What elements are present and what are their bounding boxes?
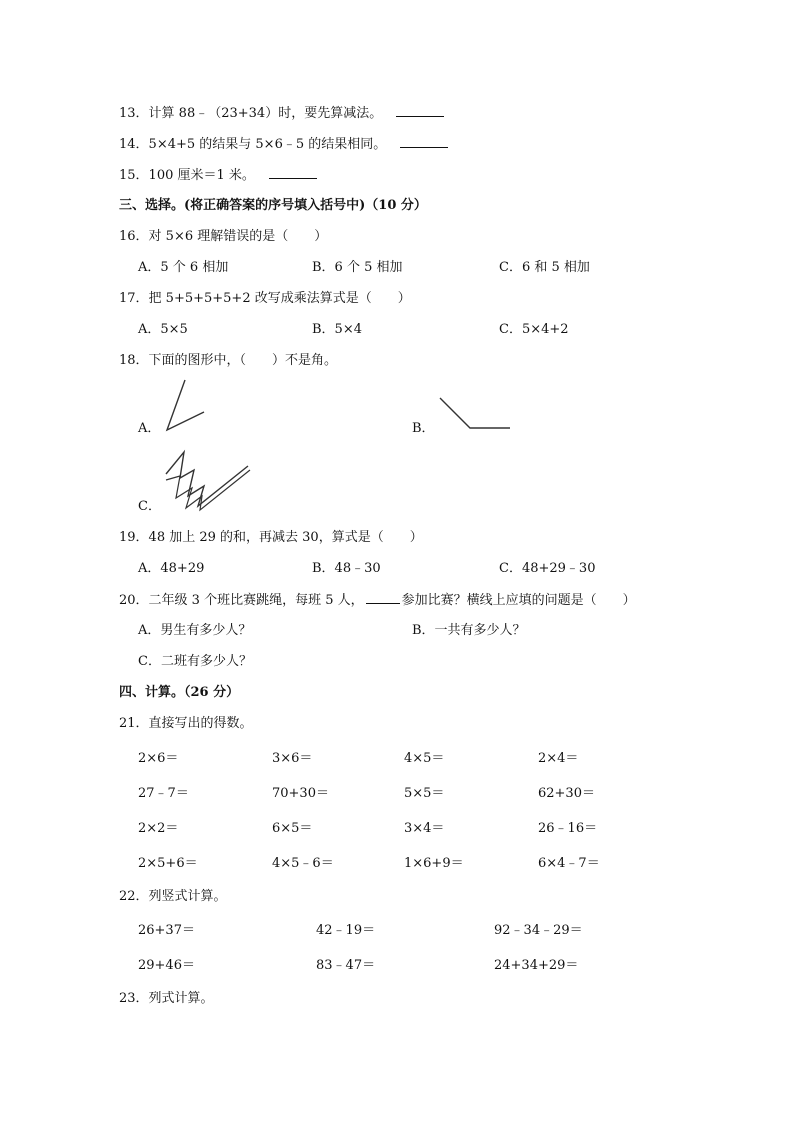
option-c: C．5×4+2 — [499, 322, 569, 337]
calc-item: 4×5﹣6＝ — [272, 856, 334, 871]
option-a: A．48+29 — [138, 561, 205, 576]
option-c: C． — [138, 499, 161, 514]
answer-blank[interactable] — [396, 104, 444, 117]
calc-item: 2×6＝ — [138, 751, 179, 766]
calc-item: 27﹣7＝ — [138, 786, 189, 801]
calc-item: 3×6＝ — [272, 751, 313, 766]
question-text: 20．二年级 3 个班比赛跳绳，每班 5 人， — [119, 593, 364, 608]
question-stem: 23．列式计算。 — [119, 991, 214, 1006]
calc-item: 2×4＝ — [538, 751, 579, 766]
calc-item: 4×5＝ — [404, 751, 445, 766]
figure-a-angle — [160, 378, 210, 436]
question-stem: 22．列竖式计算。 — [119, 889, 227, 904]
option-a: A．5×5 — [138, 322, 188, 337]
calc-item: 5×5＝ — [404, 786, 445, 801]
option-b: B．6 个 5 相加 — [312, 260, 403, 275]
calc-item: 3×4＝ — [404, 821, 445, 836]
calc-item: 42﹣19＝ — [316, 923, 376, 938]
option-b: B．5×4 — [312, 322, 362, 337]
calc-item: 26+37＝ — [138, 923, 195, 938]
answer-blank[interactable] — [269, 166, 317, 179]
answer-blank[interactable] — [400, 135, 448, 148]
option-a: A． — [138, 421, 161, 436]
calc-item: 2×5+6＝ — [138, 856, 198, 871]
section-heading: 四、计算。（26 分） — [119, 685, 240, 700]
option-c: C．二班有多少人？ — [138, 654, 252, 669]
option-b: B．一共有多少人？ — [412, 623, 526, 638]
option-a: A．5 个 6 相加 — [138, 260, 229, 275]
question-stem: 19．48 加上 29 的和，再减去 30，算式是（ ） — [119, 530, 423, 545]
option-b: B． — [412, 421, 435, 436]
calc-item: 1×6+9＝ — [404, 856, 464, 871]
option-c: C．48+29﹣30 — [499, 561, 596, 576]
question-20 — [119, 591, 636, 610]
calc-item: 62+30＝ — [538, 786, 595, 801]
question-15 — [119, 166, 317, 185]
figure-b-angle — [436, 394, 516, 434]
question-text: 13．计算 88﹣（23+34）时，要先算减法。 — [119, 106, 383, 121]
calc-item: 6×4﹣7＝ — [538, 856, 600, 871]
option-c: C．6 和 5 相加 — [499, 260, 590, 275]
question-text: 15．100 厘米＝1 米。 — [119, 168, 255, 183]
calc-item: 26﹣16＝ — [538, 821, 598, 836]
calc-item: 70+30＝ — [272, 786, 329, 801]
figure-c-zigzag — [158, 448, 258, 514]
calc-item: 2×2＝ — [138, 821, 179, 836]
calc-item: 83﹣47＝ — [316, 958, 376, 973]
calc-item: 92﹣34﹣29＝ — [494, 923, 583, 938]
question-13 — [119, 104, 444, 123]
section-heading: 三、选择。(将正确答案的序号填入括号中)（10 分） — [119, 198, 427, 213]
question-stem: 17．把 5+5+5+5+2 改写成乘法算式是（ ） — [119, 291, 411, 306]
question-stem: 16．对 5×6 理解错误的是（ ） — [119, 229, 328, 244]
question-text: 14．5×4+5 的结果与 5×6﹣5 的结果相同。 — [119, 137, 387, 152]
question-14 — [119, 135, 448, 154]
option-b: B．48﹣30 — [312, 561, 381, 576]
calc-item: 6×5＝ — [272, 821, 313, 836]
question-text: 参加比赛？横线上应填的问题是（ ） — [401, 593, 636, 608]
calc-item: 29+46＝ — [138, 958, 195, 973]
option-a: A．男生有多少人？ — [138, 623, 252, 638]
answer-blank[interactable] — [366, 591, 400, 604]
question-stem: 18．下面的图形中，（ ）不是角。 — [119, 353, 338, 368]
calc-item: 24+34+29＝ — [494, 958, 579, 973]
question-stem: 21．直接写出的得数。 — [119, 716, 253, 731]
